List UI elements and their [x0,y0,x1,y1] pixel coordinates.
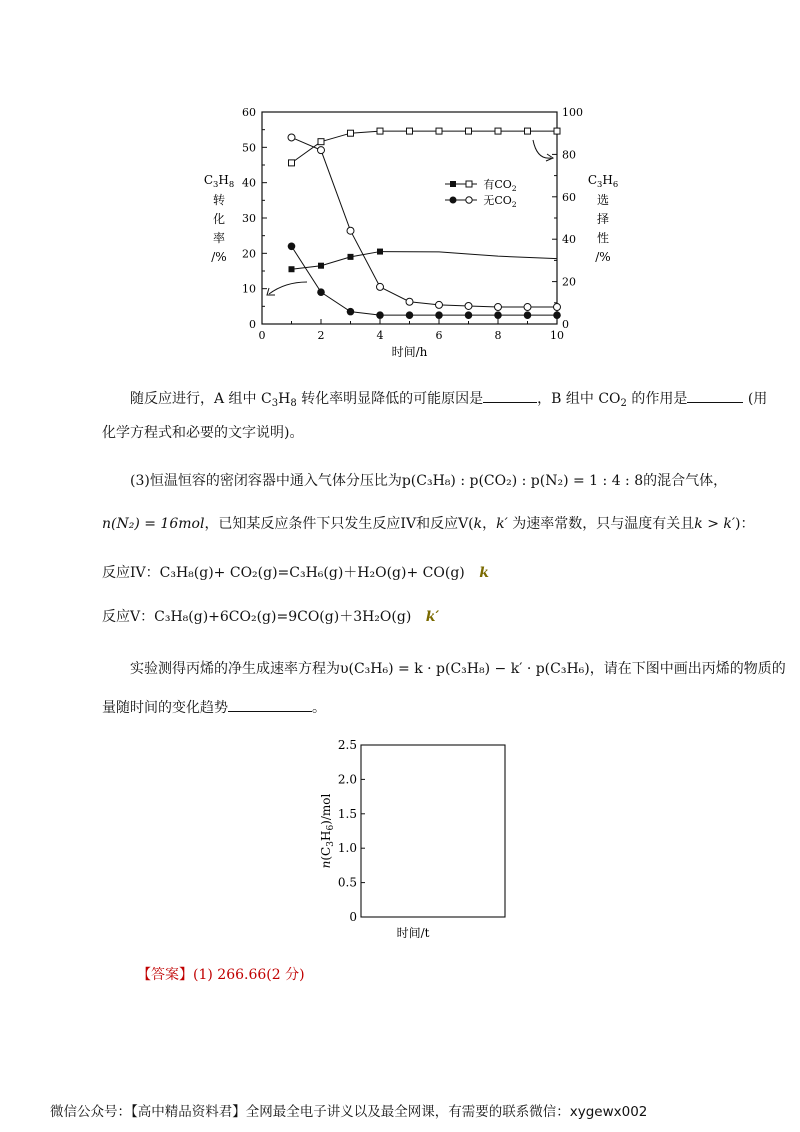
data-point-open-square [525,128,531,134]
data-point-square [348,254,354,260]
legend-marker [450,197,457,204]
right-tick-label: 80 [562,148,576,162]
data-point-open-circle [377,283,384,290]
legend-marker [466,197,472,203]
right-axis-label: 性 [596,231,610,245]
right-axis-label-formula: $C_3H_6$ [587,173,619,189]
left-axis-label: 化 [212,212,226,226]
data-point-open-circle [288,134,295,141]
left-tick-label: 60 [242,106,256,119]
data-point-open-circle [318,147,325,154]
left-axis-arrow [269,282,307,294]
left-axis-label: /% [211,250,227,264]
left-tick-label: 0 [249,318,256,331]
y-tick-label: 2.5 [337,738,357,752]
series-line [292,131,558,163]
y-tick-label: 0.5 [337,875,357,890]
right-axis-label: 选 [596,193,610,207]
data-point-square [318,263,324,269]
question-3-line-2: n(N₂) = 16mol，已知某反应条件下只发生反应IV和反应V(k，k′ 为速率常数，只与温度有关且k > k′)： [102,516,755,532]
data-point-circle [406,311,414,319]
data-point-open-circle [406,298,413,305]
left-tick-label: 20 [242,247,256,261]
series-line [292,137,558,307]
question-3-line-1: (3)恒温恒容的密闭容器中通入气体分压比为p(C₃H₈) : p(CO₂) : p(N₂) = 1 : 4 : 8的混合气体， [130,473,728,489]
experiment-line-2: 量随时间的变化趋势 。 [102,697,326,718]
reaction-iv: 反应IV：C₃H₈(g)+ CO₂(g)=C₃H₆(g)＋H₂O(g)+ CO(g) k [102,565,489,581]
data-point-circle [376,311,384,319]
right-tick-label: 60 [562,190,576,204]
answer-plot[interactable] [300,732,530,947]
x-axis-label: 时间/t [396,926,430,940]
data-point-open-square [495,128,501,134]
left-tick-label: 30 [242,212,256,225]
footer-note: 微信公众号：【高中精品资料君】全网最全电子讲义以及最全网课，有需要的联系微信：xygewx002 [50,1104,648,1120]
data-point-square [289,266,295,272]
left-tick-label: 50 [242,141,256,155]
right-axis-arrowhead [546,154,553,161]
left-tick-label: 40 [242,176,256,190]
data-point-circle [347,308,355,316]
plot-frame [361,745,505,917]
data-point-open-circle [524,304,531,311]
x-tick-label: 6 [435,329,443,342]
data-point-circle [494,311,502,319]
x-tick-label: 0 [258,329,266,342]
series-line [292,252,558,270]
data-point-square [377,249,383,255]
experiment-line-1: 实验测得丙烯的净生成速率方程为υ(C₃H₆) = k · p(C₃H₈) − k′ · p(C₃H₆)，请在下图中画出丙烯的物质的 [130,661,786,677]
data-point-circle [553,311,561,319]
data-point-circle [524,311,532,319]
y-axis-label: $n(C_3H_6)$/mol [319,793,336,869]
data-point-open-square [554,128,560,134]
answer-line: 【答案】(1) 266.66(2 分) [137,967,305,983]
right-tick-label: 40 [562,233,576,247]
data-point-open-square [407,128,413,134]
right-tick-label: 20 [562,275,576,289]
right-tick-label: 0 [562,318,569,331]
x-tick-label: 4 [376,329,384,342]
question-line-1: 随反应进行，A 组中 $C_3H_8$ 转化率明显降低的可能原因是 ，B 组中 $CO_2$ 的作用是 (用 [130,388,767,414]
data-point-circle [317,288,325,296]
answer-blank-2[interactable] [687,388,743,403]
conversion-selectivity-chart [195,100,619,362]
data-point-circle [435,311,443,319]
data-point-open-square [348,130,354,136]
x-tick-label: 8 [494,329,502,342]
x-tick-label: 2 [317,329,325,342]
y-tick-label: 1.0 [337,841,357,856]
data-point-open-square [289,160,295,166]
data-point-open-circle [465,302,472,309]
left-axis-label: 率 [212,231,226,245]
y-tick-label: 2.0 [337,772,357,787]
legend-marker [450,181,456,187]
right-tick-label: 100 [562,106,583,119]
left-tick-label: 10 [242,282,256,296]
right-axis-label: /% [595,250,611,264]
data-point-open-square [466,128,472,134]
answer-blank-3[interactable] [228,697,312,712]
left-axis-arrowhead [267,288,275,295]
legend-label: 有$CO_2$ [483,178,517,193]
y-tick-label: 1.5 [337,806,357,821]
left-axis-label: 转 [212,193,226,207]
data-point-circle [465,311,473,319]
data-point-open-square [436,128,442,134]
answer-blank-1[interactable] [483,388,537,403]
y-tick-label: 0 [349,910,357,924]
data-point-open-circle [436,301,443,308]
data-point-open-square [377,128,383,134]
question-line-2: 化学方程式和必要的文字说明)。 [102,425,304,441]
data-point-circle [288,242,296,250]
legend-marker [466,181,472,187]
x-axis-label: 时间/h [391,345,428,359]
right-axis-label: 择 [596,212,610,226]
x-tick-label: 10 [550,329,564,342]
legend-label: 无$CO_2$ [483,194,517,209]
data-point-open-circle [347,227,354,234]
data-point-open-square [318,139,324,145]
data-point-open-circle [554,304,561,311]
reaction-v: 反应V：C₃H₈(g)+6CO₂(g)=9CO(g)＋3H₂O(g) k′ [102,609,440,625]
left-axis-label-formula: $C_3H_8$ [203,173,235,189]
data-point-open-circle [495,304,502,311]
